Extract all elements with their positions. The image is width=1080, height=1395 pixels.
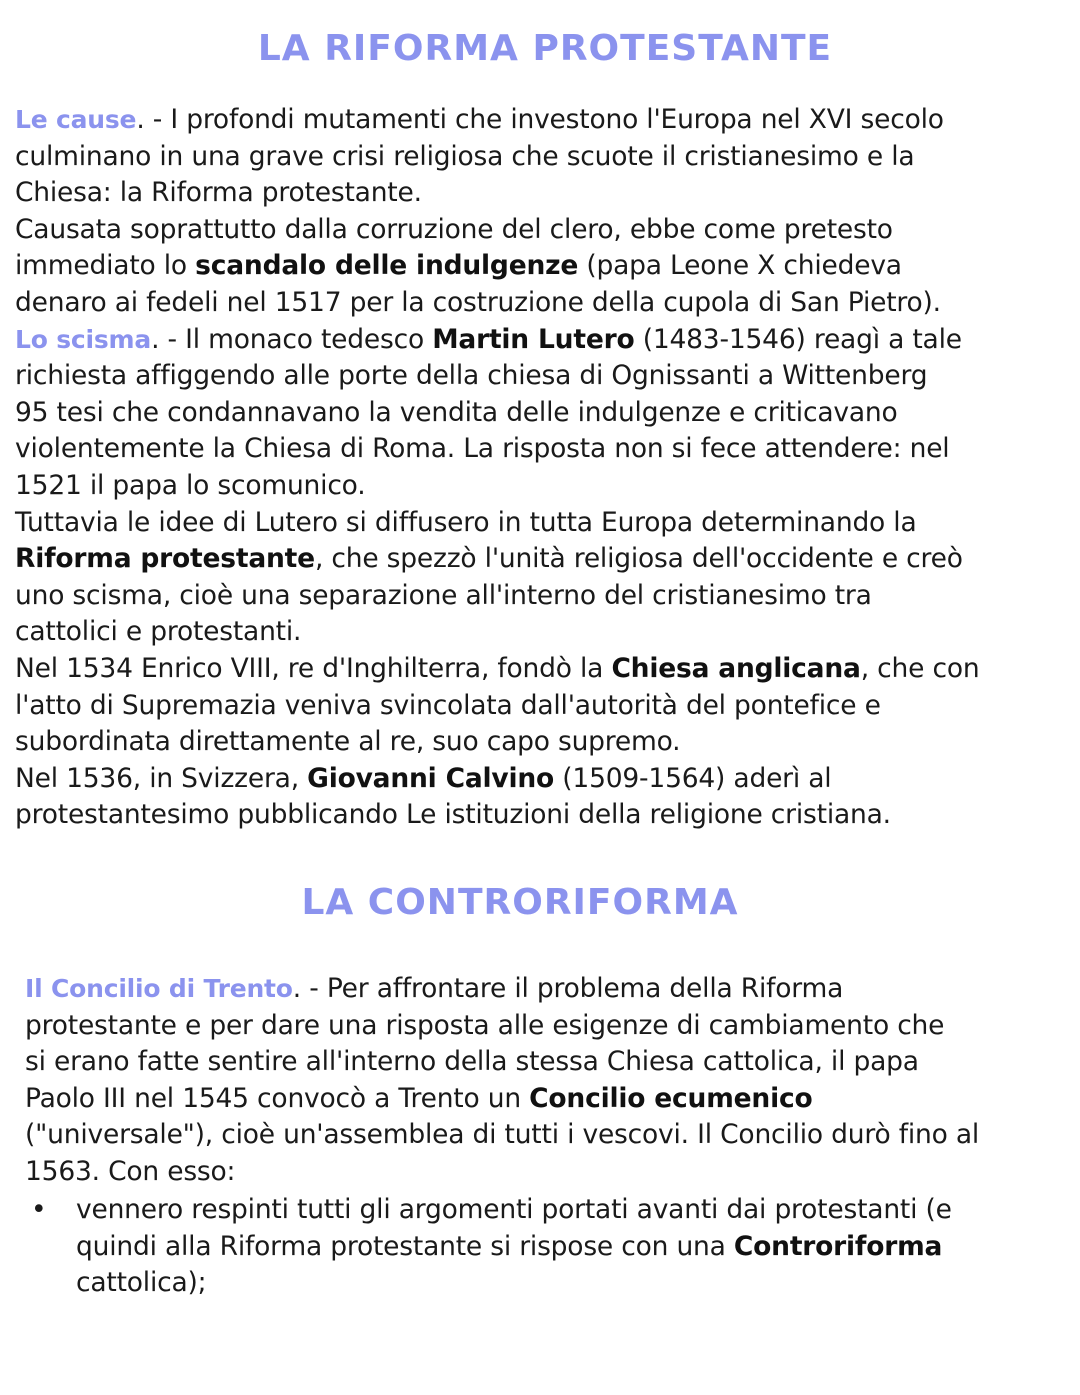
text-line: Nel 1536, in Svizzera, Giovanni Calvino (1509-1564) aderì al xyxy=(15,762,832,794)
section-lead-scisma: Lo scisma xyxy=(15,324,152,354)
bold-term: Concilio ecumenico xyxy=(529,1082,813,1114)
bold-term: Giovanni Calvino xyxy=(307,762,555,794)
text-line: l'atto di Supremazia veniva svincolata dall'autorità del pontefice e xyxy=(15,689,881,721)
text-line: protestante e per dare una risposta alle esigenze di cambiamento che xyxy=(25,1009,945,1041)
text-line: violentemente la Chiesa di Roma. La risposta non si fece attendere: nel xyxy=(15,433,950,465)
bold-term: Controriforma xyxy=(733,1230,943,1262)
text-line: uno scisma, cioè una separazione all'interno del cristianesimo tra xyxy=(15,579,872,611)
text-line: 1521 il papa lo scomunico. xyxy=(15,469,366,501)
text-line: Il Concilio di Trento. - Per affrontare il problema della Riforma xyxy=(25,973,844,1004)
text-line: 95 tesi che condannavano la vendita delle indulgenze e criticavano xyxy=(15,396,898,428)
text-line: ("universale"), cioè un'assemblea di tutti i vescovi. Il Concilio durò fino al xyxy=(25,1119,980,1151)
text-line: Riforma protestante, che spezzò l'unità religiosa dell'occidente e creò xyxy=(15,543,963,575)
section-title-riforma: LA RIFORMA PROTESTANTE xyxy=(257,28,833,69)
text-line: denaro ai fedeli nel 1517 per la costruzione della cupola di San Pietro). xyxy=(15,286,941,318)
text-line: Le cause. - I profondi mutamenti che investono l'Europa nel XVI secolo xyxy=(15,104,944,135)
bold-term: Chiesa anglicana xyxy=(611,652,861,684)
text-line: Lo scisma. - Il monaco tedesco Martin Lutero (1483-1546) reagì a tale xyxy=(15,323,962,355)
bullet-icon: • xyxy=(31,1194,47,1225)
text-line: Causata soprattutto dalla corruzione del clero, ebbe come pretesto xyxy=(15,213,893,245)
text-line: 1563. Con esso: xyxy=(25,1155,236,1187)
list-item-text xyxy=(76,1192,1061,1302)
section-lead-concilio: Il Concilio di Trento xyxy=(25,974,293,1003)
text-line: Paolo III nel 1545 convocò a Trento un Concilio ecumenico xyxy=(25,1082,813,1114)
text-line: Nel 1534 Enrico VIII, re d'Inghilterra, fondò la Chiesa anglicana, che con xyxy=(15,652,980,684)
section-title-controriforma: LA CONTRORIFORMA xyxy=(301,882,739,923)
text-line: si erano fatte sentire all'interno della stessa Chiesa cattolica, il papa xyxy=(25,1046,919,1078)
section-lead-cause: Le cause xyxy=(15,105,137,134)
text-line: Chiesa: la Riforma protestante. xyxy=(15,177,422,209)
text-line: vennero respinti tutti gli argomenti portati avanti dai protestanti (e xyxy=(76,1194,952,1225)
text-line: richiesta affiggendo alle porte della chiesa di Ognissanti a Wittenberg xyxy=(15,360,928,392)
paragraph-riforma xyxy=(15,102,1065,834)
text-line: culminano in una grave crisi religiosa che scuote il cristianesimo e la xyxy=(15,140,915,172)
text-line: cattolici e protestanti. xyxy=(15,616,302,648)
text-line: quindi alla Riforma protestante si rispose con una Controriforma xyxy=(76,1230,943,1262)
text-line: subordinata direttamente al re, suo capo supremo. xyxy=(15,726,681,758)
bold-term: Riforma protestante xyxy=(15,543,315,575)
paragraph-controriforma xyxy=(25,971,1065,1191)
bold-term: Martin Lutero xyxy=(432,323,635,355)
text-line: Tuttavia le idee di Lutero si diffusero in tutta Europa determinando la xyxy=(15,506,917,538)
text-line: immediato lo scandalo delle indulgenze (papa Leone X chiedeva xyxy=(15,250,902,282)
text-line: protestantesimo pubblicando Le istituzioni della religione cristiana. xyxy=(15,799,891,831)
text-line: cattolica); xyxy=(76,1267,207,1299)
bold-term: scandalo delle indulgenze xyxy=(195,250,579,282)
